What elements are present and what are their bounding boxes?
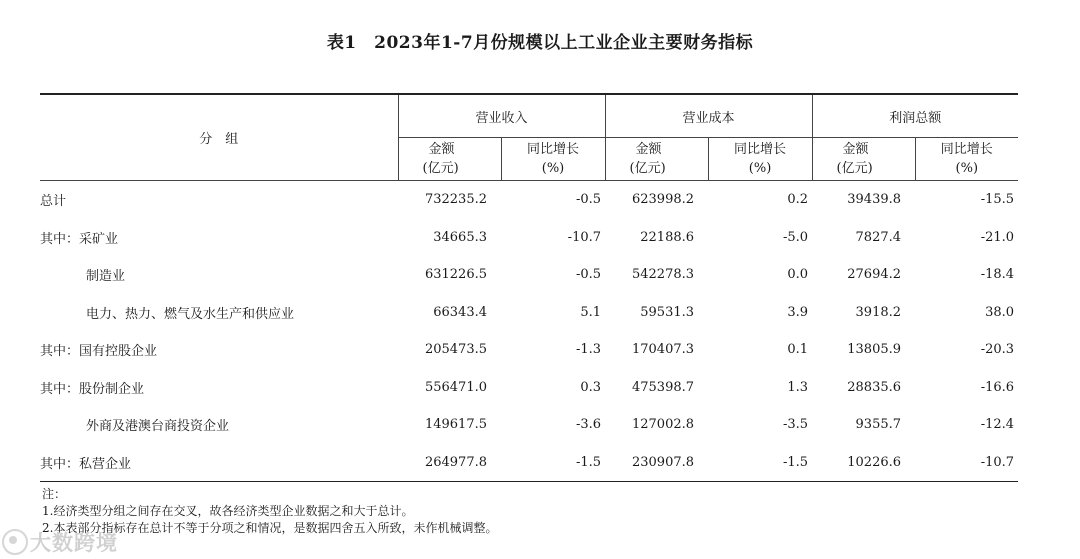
row-label xyxy=(40,369,398,407)
table-row xyxy=(40,444,1018,482)
cost-amount-header: 金额 (亿元) xyxy=(605,138,708,181)
cost-amount-cell: 127002.8 xyxy=(631,417,695,433)
notes-heading: 注： xyxy=(42,487,67,501)
revenue-amount-cell: 205473.5 xyxy=(424,342,487,358)
revenue-amount-cell: 732235.2 xyxy=(424,192,487,208)
watermark xyxy=(2,527,118,557)
revenue-growth-cell: -3.6 xyxy=(575,417,602,433)
profit-growth-cell: -18.4 xyxy=(980,267,1015,283)
cost-growth-cell: 3.9 xyxy=(787,304,809,320)
revenue-growth-cell: -0.5 xyxy=(575,192,602,208)
row-label xyxy=(40,181,398,219)
cost-amount-cell: 22188.6 xyxy=(640,229,695,245)
profit-amount-cell: 13805.9 xyxy=(847,342,902,358)
revenue-growth-header: 同比增长 (%) xyxy=(501,138,605,181)
profit-amount-cell: 7827.4 xyxy=(855,229,902,245)
section-header-cost: 营业成本 xyxy=(605,94,812,138)
row-label-text: 其中：国有控股企业 xyxy=(40,344,158,360)
financial-indicators-table xyxy=(40,93,1018,482)
profit-amount-cell: 27694.2 xyxy=(847,267,902,283)
revenue-amount-cell: 149617.5 xyxy=(424,417,487,433)
table-row xyxy=(40,294,1018,332)
row-label xyxy=(40,331,398,369)
row-label-text: 外商及港澳台商投资企业 xyxy=(86,419,230,435)
row-label xyxy=(40,294,398,332)
row-label-text: 其中：采矿业 xyxy=(40,231,119,247)
row-label-text: 其中：私营企业 xyxy=(40,456,132,472)
table-body xyxy=(40,181,1018,482)
profit-growth-cell: -10.7 xyxy=(980,454,1015,470)
table-row xyxy=(40,331,1018,369)
revenue-amount-header: 金额 (亿元) xyxy=(398,138,501,181)
revenue-amount-cell: 34665.3 xyxy=(433,229,487,245)
revenue-amount-cell: 264977.8 xyxy=(424,454,487,470)
row-label xyxy=(40,256,398,294)
table-row xyxy=(40,219,1018,257)
cost-growth-cell: -1.5 xyxy=(782,454,809,470)
table-row xyxy=(40,369,1018,407)
cost-growth-cell: -3.5 xyxy=(782,417,809,433)
row-label-text: 总计 xyxy=(40,194,67,210)
table-row xyxy=(40,406,1018,444)
profit-amount-cell: 3918.2 xyxy=(855,304,902,320)
cost-growth-cell: -5.0 xyxy=(782,229,809,245)
profit-growth-cell: -16.6 xyxy=(980,379,1015,395)
revenue-growth-cell: -1.5 xyxy=(575,454,602,470)
profit-growth-cell: -21.0 xyxy=(980,229,1015,245)
note-item: 1.经济类型分组之间存在交叉，故各经济类型企业数据之和大于总计。 xyxy=(42,504,414,518)
row-label xyxy=(40,219,398,257)
revenue-growth-cell: 5.1 xyxy=(580,304,602,320)
profit-growth-cell: 38.0 xyxy=(985,304,1015,320)
watermark-text: 大数跨境 xyxy=(30,531,118,555)
profit-growth-header: 同比增长 (%) xyxy=(915,138,1018,181)
cost-growth-cell: 1.3 xyxy=(787,379,809,395)
table-row xyxy=(40,181,1018,219)
cost-growth-cell: 0.0 xyxy=(787,267,809,283)
revenue-amount-cell: 66343.4 xyxy=(433,304,487,320)
cost-amount-cell: 230907.8 xyxy=(631,454,695,470)
cost-amount-cell: 542278.3 xyxy=(631,267,695,283)
cost-amount-cell: 59531.3 xyxy=(640,304,695,320)
revenue-growth-cell: -10.7 xyxy=(567,229,602,245)
profit-growth-cell: -20.3 xyxy=(980,342,1015,358)
profit-amount-cell: 9355.7 xyxy=(855,417,902,433)
profit-amount-header: 金额 (亿元) xyxy=(812,138,915,181)
row-label xyxy=(40,406,398,444)
profit-amount-cell: 10226.6 xyxy=(847,454,902,470)
section-header-revenue: 营业收入 xyxy=(398,94,605,138)
revenue-growth-cell: -0.5 xyxy=(575,267,602,283)
cost-amount-cell: 475398.7 xyxy=(631,379,695,395)
table-title: 表1 2023年1-7月份规模以上工业企业主要财务指标 xyxy=(326,33,754,53)
group-column-header: 分 组 xyxy=(40,94,398,181)
profit-amount-cell: 39439.8 xyxy=(847,192,902,208)
revenue-growth-cell: -1.3 xyxy=(575,342,602,358)
profit-growth-cell: -15.5 xyxy=(980,192,1015,208)
note-item: 2.本表部分指标存在总计不等于分项之和情况，是数据四舍五入所致，未作机械调整。 xyxy=(42,521,498,535)
cost-amount-cell: 623998.2 xyxy=(631,192,695,208)
cost-growth-cell: 0.1 xyxy=(787,342,809,358)
revenue-amount-cell: 631226.5 xyxy=(424,267,487,283)
row-label-text: 电力、热力、燃气及水生产和供应业 xyxy=(86,306,295,322)
row-label-text: 制造业 xyxy=(86,269,126,285)
profit-growth-cell: -12.4 xyxy=(980,417,1015,433)
watermark-logo-icon xyxy=(2,529,28,555)
cost-amount-cell: 170407.3 xyxy=(631,342,695,358)
cost-growth-header: 同比增长 (%) xyxy=(708,138,812,181)
table-row xyxy=(40,256,1018,294)
revenue-growth-cell: 0.3 xyxy=(580,379,602,395)
revenue-amount-cell: 556471.0 xyxy=(424,379,487,395)
row-label xyxy=(40,444,398,482)
profit-amount-cell: 28835.6 xyxy=(847,379,902,395)
cost-growth-cell: 0.2 xyxy=(787,192,809,208)
section-header-profit: 利润总额 xyxy=(812,94,1018,138)
row-label-text: 其中：股份制企业 xyxy=(40,381,145,397)
